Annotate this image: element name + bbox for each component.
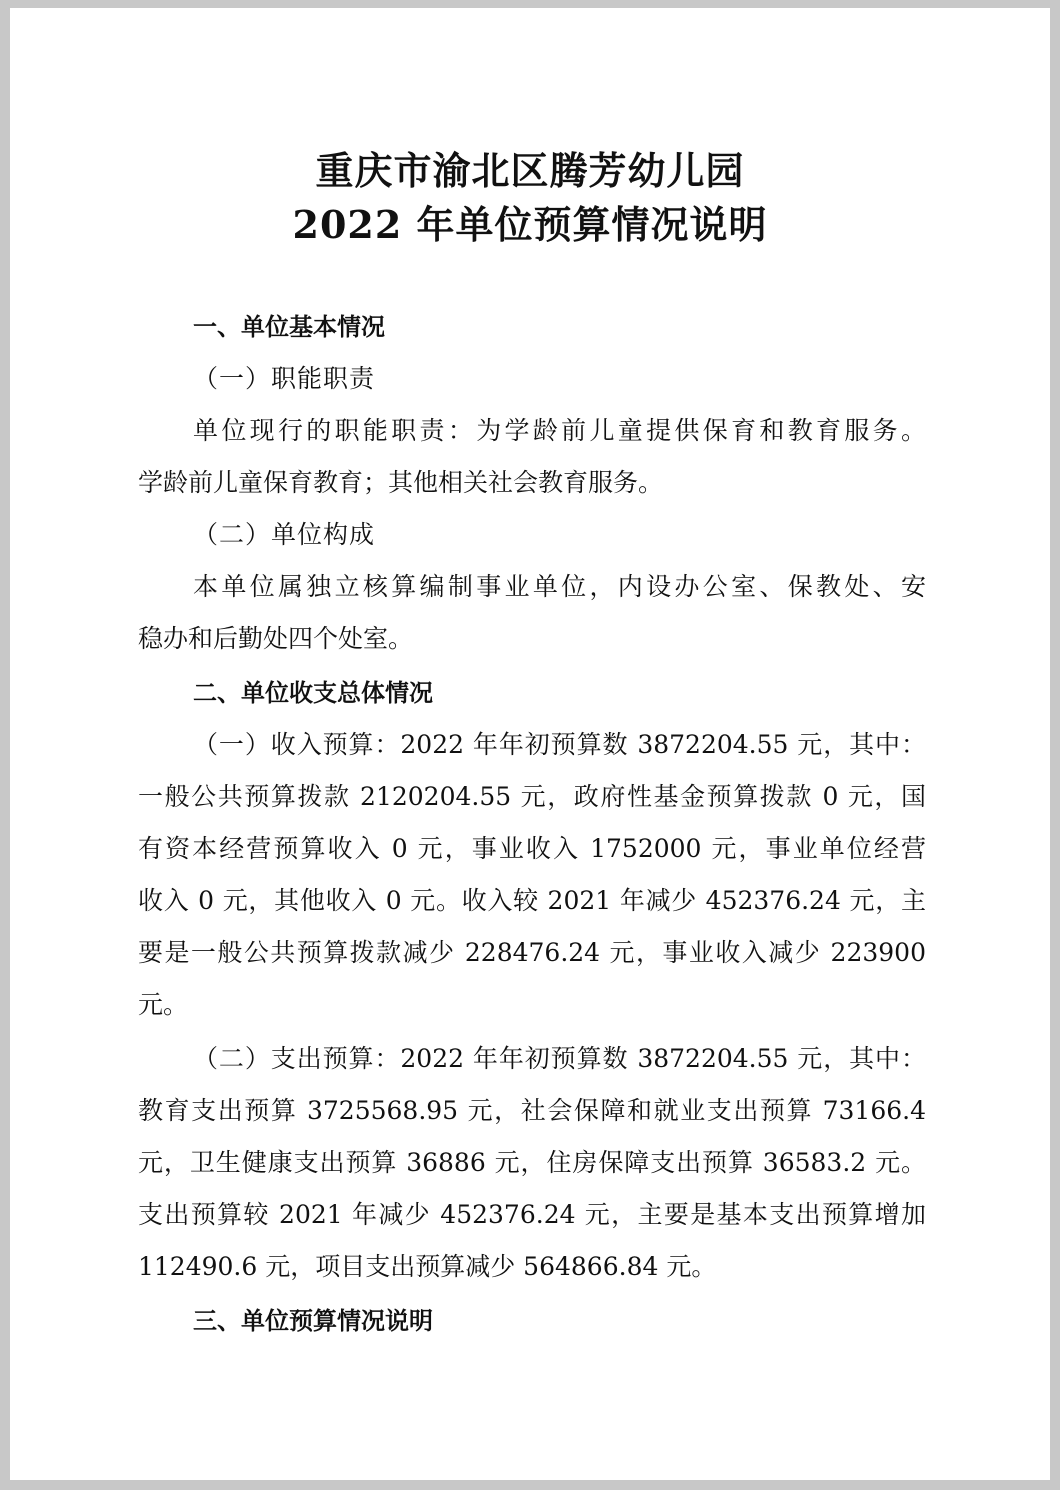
section-heading-budget-explanation: 三、单位预算情况说明 <box>193 1307 433 1335</box>
subheading-duties: （一）职能职责 <box>193 364 376 393</box>
paragraph-line: 学龄前儿童保育教育；其他相关社会教育服务。 <box>138 468 664 497</box>
document-page <box>10 8 1050 1480</box>
paragraph-line: 支出预算较 2021 年减少 452376.24 元，主要是基本支出预算增加 <box>138 1200 926 1229</box>
section-heading-basic-info: 一、单位基本情况 <box>193 313 385 341</box>
paragraph-line: 一般公共预算拨款 2120204.55 元，政府性基金预算拨款 0 元，国 <box>138 782 926 811</box>
subheading-composition: （二）单位构成 <box>193 520 376 549</box>
paragraph-line: 元。 <box>138 990 189 1019</box>
paragraph-line: 收入 0 元，其他收入 0 元。收入较 2021 年减少 452376.24 元，主 <box>138 886 926 915</box>
paragraph-line: 有资本经营预算收入 0 元，事业收入 1752000 元，事业单位经营 <box>138 834 926 863</box>
paragraph-line: 教育支出预算 3725568.95 元，社会保障和就业支出预算 73166.4 <box>138 1096 926 1125</box>
paragraph-line: 稳办和后勤处四个处室。 <box>138 624 414 653</box>
paragraph-line: 要是一般公共预算拨款减少 228476.24 元，事业收入减少 223900 <box>138 938 926 967</box>
paragraph-line: 本单位属独立核算编制事业单位，内设办公室、保教处、安 <box>193 572 926 601</box>
paragraph-line: 112490.6 元，项目支出预算减少 564866.84 元。 <box>138 1252 717 1281</box>
paragraph-line: 单位现行的职能职责：为学龄前儿童提供保育和教育服务。 <box>193 416 926 445</box>
paragraph-line: 元，卫生健康支出预算 36886 元，住房保障支出预算 36583.2 元。 <box>138 1148 926 1177</box>
document-title-line-1: 重庆市渝北区腾芳幼儿园 <box>315 148 745 193</box>
document-title-line-2: 2022 年单位预算情况说明 <box>292 202 768 247</box>
paragraph-line: （二）支出预算：2022 年年初预算数 3872204.55 元，其中： <box>193 1044 926 1073</box>
paragraph-line: （一）收入预算：2022 年年初预算数 3872204.55 元，其中： <box>193 730 926 759</box>
section-heading-budget-overview: 二、单位收支总体情况 <box>193 679 433 707</box>
